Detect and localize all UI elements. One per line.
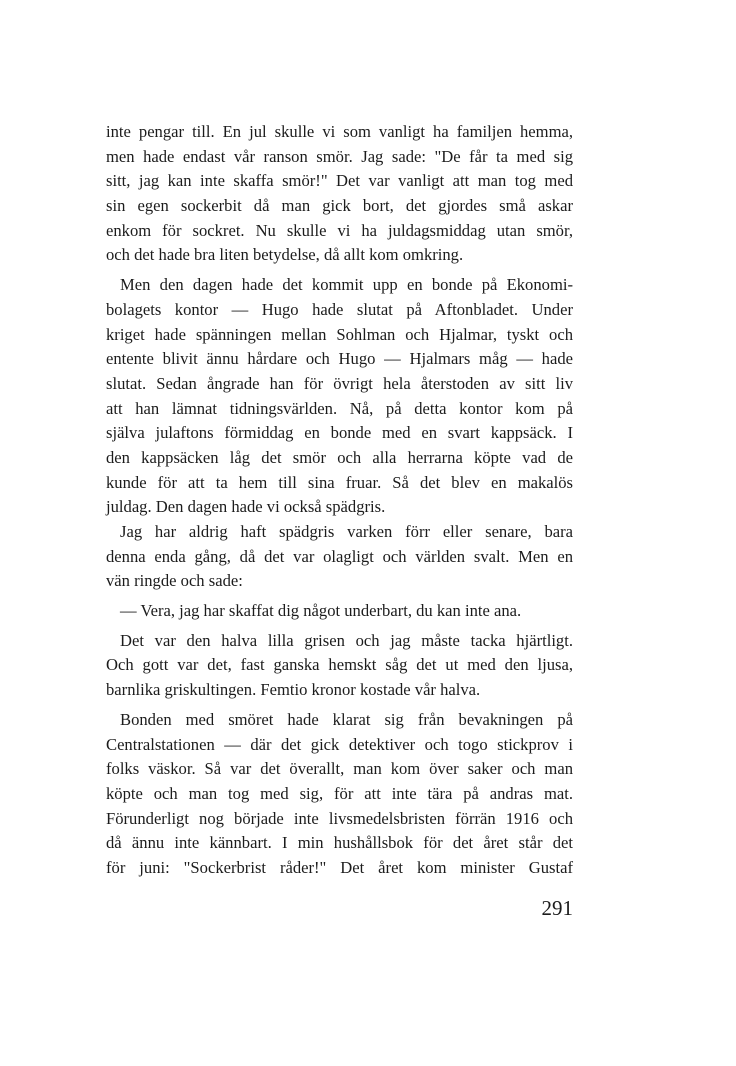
text-line: Och gott var det, fast ganska hemskt såg det ut med den ljusa, [106, 655, 573, 675]
body-text [106, 120, 573, 881]
paragraph [106, 599, 573, 624]
text-line: då ännu inte kännbart. I min hushållsbok för det året står det [106, 833, 573, 853]
text-line: Det var den halva lilla grisen och jag måste tacka hjärtligt. [120, 630, 573, 650]
text-line: vän ringde och sade: [106, 571, 243, 591]
text-line: bolagets kontor — Hugo hade slutat på Aftonbladet. Under [106, 299, 573, 319]
text-line: enkom för sockret. Nu skulle vi ha juldagsmiddag utan smör, [106, 220, 573, 240]
paragraph [106, 120, 573, 268]
text-line: Centralstationen — där det gick detektiver och togo stickprov i [106, 734, 573, 754]
text-line: folks väskor. Så var det överallt, man kom över saker och man [106, 759, 573, 779]
text-line: kunde för att ta hem till sina fruar. Så det blev en makalös [106, 472, 573, 492]
text-line: för juni: "Sockerbrist råder!" Det året kom minister Gustaf [106, 857, 573, 877]
text-line: — Vera, jag har skaffat dig något underbart, du kan inte ana. [120, 601, 522, 621]
text-line: Förunderligt nog började inte livsmedelsbristen förrän 1916 och [106, 808, 573, 828]
text-line: att han lämnat tidningsvärlden. Nå, på detta kontor kom på [106, 398, 573, 418]
paragraph [106, 629, 573, 703]
text-line: Bonden med smöret hade klarat sig från bevakningen på [120, 709, 573, 729]
text-line: den kappsäcken låg det smör och alla herrarna köpte vad de [106, 447, 573, 467]
page-number: 291 [541, 896, 573, 920]
text-line: själva julaftons förmiddag en bonde med en svart kappsäck. I [106, 423, 573, 443]
text-line: Men den dagen hade det kommit upp en bonde på Ekonomi- [120, 275, 573, 295]
text-line: köpte och man tog med sig, för att inte tära på andras mat. [106, 783, 573, 803]
paragraph [106, 520, 573, 594]
text-line: denna enda gång, då det var olagligt och världen svalt. Men en [106, 546, 573, 566]
text-line: inte pengar till. En jul skulle vi som vanligt ha familjen hemma, [106, 122, 573, 141]
text-line: och det hade bra liten betydelse, då allt kom omkring. [106, 245, 464, 265]
text-line: men hade endast vår ranson smör. Jag sade: "De får ta med sig [106, 146, 573, 166]
text-line: kriget hade spänningen mellan Sohlman och Hjalmar, tyskt och [106, 324, 573, 344]
text-line: entente blivit ännu hårdare och Hugo — Hjalmars måg — hade [106, 349, 573, 369]
text-line: Jag har aldrig haft spädgris varken förr eller senare, bara [120, 522, 573, 541]
text-line: sin egen sockerbit då man gick bort, det gjordes små askar [106, 196, 573, 216]
text-line: juldag. Den dagen hade vi också spädgris. [106, 497, 386, 517]
text-line: slutat. Sedan ångrade han för övrigt hela återstoden av sitt liv [106, 373, 573, 393]
paragraph [106, 273, 573, 520]
text-line: sitt, jag kan inte skaffa smör!" Det var vanligt att man tog med [106, 171, 573, 191]
text-line: barnlika griskultingen. Femtio kronor kostade vår halva. [106, 680, 481, 700]
paragraph [106, 708, 573, 881]
